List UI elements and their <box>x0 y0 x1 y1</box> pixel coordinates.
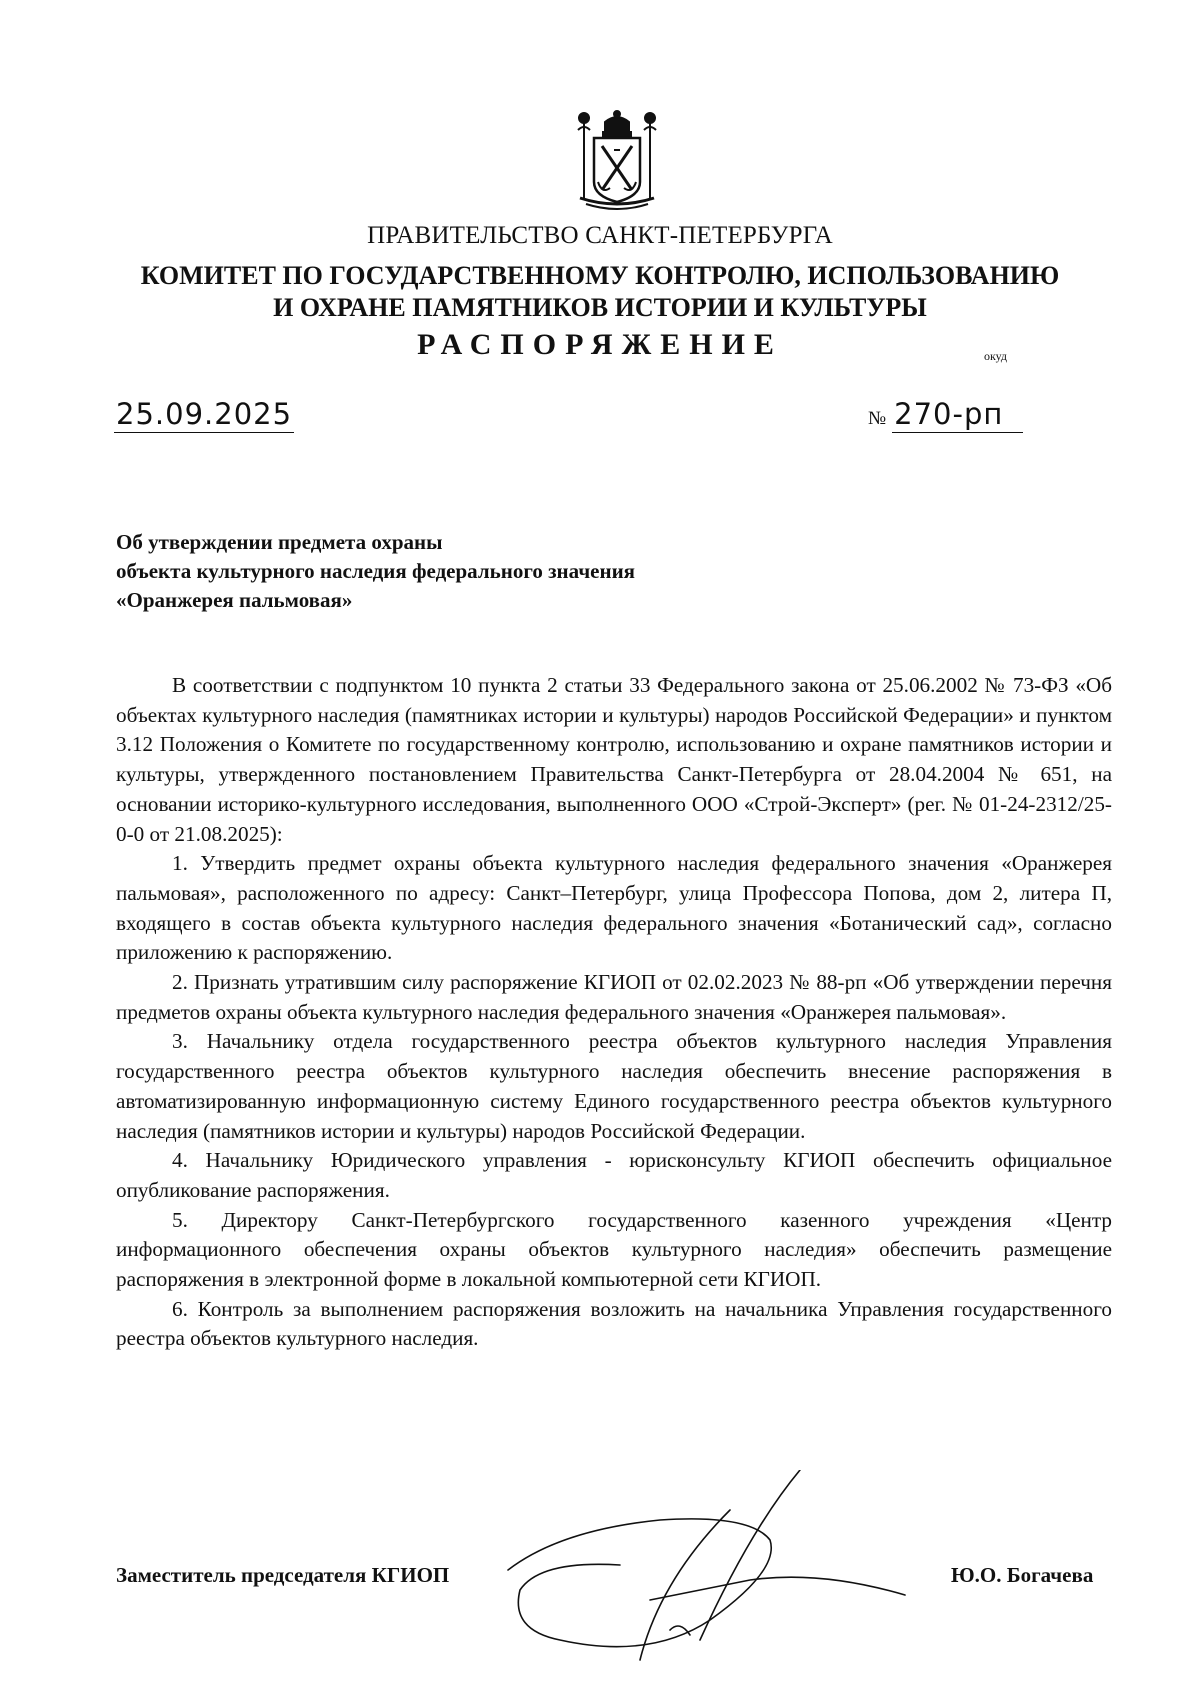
signatory-title: Заместитель председателя КГИОП <box>116 1563 450 1587</box>
item-6: 6. Контроль за выполнением распоряжения возложить на начальника Управления государственного реестра объектов культурного наследия. <box>116 1296 1112 1351</box>
committee-line-2: И ОХРАНЕ ПАМЯТНИКОВ ИСТОРИИ И КУЛЬТУРЫ <box>273 293 927 322</box>
item-1: 1. Утвердить предмет охраны объекта культурного наследия федерального значения «Оранжерея пальмовая», расположенного по адресу: Санкт–Петербург, улица Профессора Попова, дом 2, литера П, входящего в состав объекта культурного наследия федерального значения «Ботанический сад», согласно приложению к распоряжению. <box>116 851 1112 965</box>
government-name: ПРАВИТЕЛЬСТВО САНКТ-ПЕТЕРБУРГА <box>367 222 833 249</box>
item-5: 5. Директору Санкт-Петербургского государственного казенного учреждения «Центр информационного обеспечения охраны объектов культурного наследия» обеспечить размещение распоряжения в электронной форме в локальной компьютерной сети КГИОП. <box>116 1207 1112 1292</box>
number-value: 270-рп <box>892 397 1023 433</box>
committee-name <box>0 260 1200 324</box>
number-label: № <box>868 408 887 429</box>
handwritten-signature <box>500 1470 910 1670</box>
document-body <box>116 671 1112 1354</box>
item-3: 3. Начальнику отдела государственного реестра объектов культурного наследия Управления государственного реестра объектов культурного наследия обеспечить внесение распоряжения в автоматизированную информационную систему Единого государственного реестра объектов культурного наследия (памятников истории и культуры) народов Российской Федерации. <box>116 1029 1112 1143</box>
document-type: РАСПОРЯЖЕНИЕ <box>417 328 783 361</box>
coat-of-arms-icon <box>572 110 662 210</box>
document-date: 25.09.2025 <box>116 397 293 431</box>
item-4: 4. Начальнику Юридического управления - юрисконсульту КГИОП обеспечить официальное опубликование распоряжения. <box>116 1148 1112 1202</box>
signatory-name: Ю.О. Богачева <box>951 1563 1094 1587</box>
committee-line-1: КОМИТЕТ ПО ГОСУДАРСТВЕННОМУ КОНТРОЛЮ, ИСПОЛЬЗОВАНИЮ <box>140 261 1060 290</box>
subject-line-3: «Оранжерея пальмовая» <box>116 588 353 612</box>
document-subject <box>116 528 635 615</box>
preamble: В соответствии с подпунктом 10 пункта 2 статьи 33 Федерального закона от 25.06.2002 № 73-ФЗ «Об объектах культурного наследия (памятниках истории и культуры) народов Российской Федерации» и пунктом 3.12 Положения о Комитете по государственному контролю, использованию и охране памятников истории и культуры, утвержденного постановлением Правительства Санкт-Петербурга от 28.04.2004 № 651, на основании историко-культурного исследования, выполненного ООО «Строй-Эксперт» (рег. № 01-24-2312/25-0-0 от 21.08.2025): <box>116 673 1112 846</box>
subject-line-2: объекта культурного наследия федерального значения <box>116 559 636 583</box>
document-number <box>868 397 1023 431</box>
item-2: 2. Признать утратившим силу распоряжение КГИОП от 02.02.2023 № 88-рп «Об утверждении перечня предметов охраны объекта культурного наследия федерального значения «Оранжерея пальмовая». <box>116 970 1112 1024</box>
okud-label: окуд <box>984 349 1008 363</box>
subject-line-1: Об утверждении предмета охраны <box>116 530 443 554</box>
